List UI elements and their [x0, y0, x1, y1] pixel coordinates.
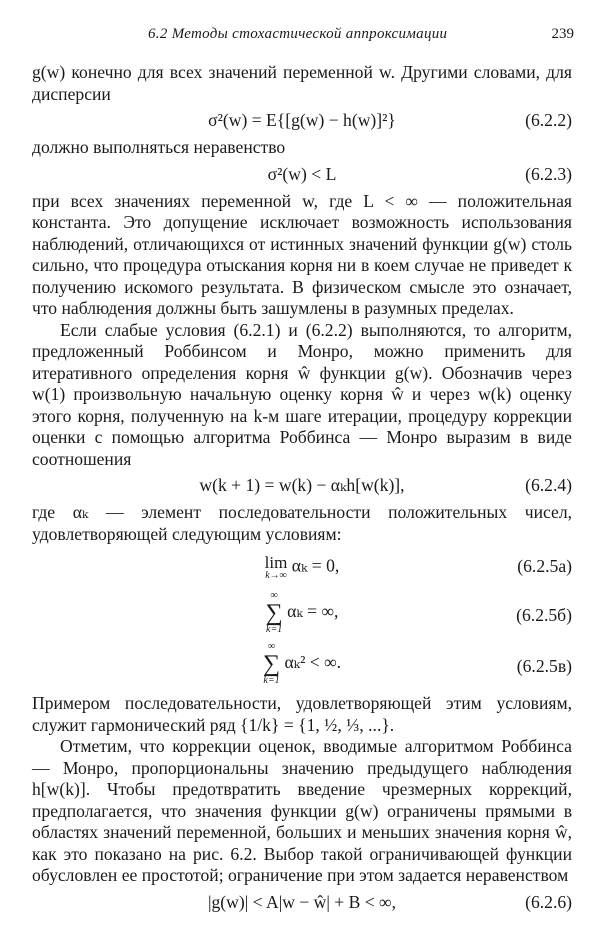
equation-number: (6.2.3) [525, 163, 572, 184]
sum-symbol: ∑ [265, 600, 283, 626]
equation-6-2-2 [32, 106, 572, 136]
paragraph-5: где αₖ — элемент последовательности положительных чисел, удовлетворяющей следующим условиям: [32, 502, 572, 544]
sum-lower-limit: k=1 [263, 675, 280, 686]
page-number: 239 [551, 26, 574, 42]
paragraph-6: Примером последовательности, удовлетворяющей этим условиям, служит гармонический ряд {1/k} = {1, ½, ⅓, ...}. [32, 693, 572, 735]
equation-number: (6.2.2) [525, 110, 572, 130]
paragraph-4: Если слабые условия (6.2.1) и (6.2.2) выполняются, то алгоритм, предложенный Роббинсом и Монро, можно применить для итеративного определения корня ŵ функции g(w). Обозначив через w(1) произвольную начальную оценку корня ŵ и через w(k) оценку этого корня, полученную на k-м шаге итерации, процедуру коррекции оценки с помощью алгоритма Роббинса — Монро выразим в виде соотношения [32, 319, 572, 469]
paragraph-7: Отметим, что коррекции оценок, вводимые алгоритмом Роббинса — Монро, пропорциональны значению предыдущего наблюдения h[w(k)]. Чтобы предотвратить введение чрезмерных коррекций, предполагается, что значения функции g(w) ограничены прямыми в областях значений переменной, больших и меньших значения корня ŵ, как это показано на рис. 6.2. Выбор такой ограничивающей функции обусловлен ее простотой; ограничение при этом задается неравенством [32, 736, 572, 885]
paragraph-2: должно выполняться неравенство [32, 137, 286, 157]
sum-operator [263, 642, 280, 686]
equation-formula: αₖ² < ∞. [284, 652, 342, 673]
paragraph-3: при всех значениях переменной w, где L < ∞ — положительная константа. Это допущение исключает возможность использования наблюдений, отличающихся от истинных значений функции g(w) столь сильно, что процедура отыскания корня ни в коем случае не приведет к получению искомого результата. В физическом смысле это означает, что наблюдения должны быть зашумлены в разумных пределах. [32, 190, 572, 318]
equation-6-2-3 [32, 160, 572, 190]
equation-number: (6.2.5в) [516, 656, 572, 676]
equation-formula: |g(w)| < A|w − ŵ| + B < ∞, [207, 891, 396, 912]
sum-operator [266, 591, 283, 635]
equation-formula: αₖ = 0, [291, 555, 340, 576]
paragraph-1: g(w) конечно для всех значений переменной w. Другими словами, для дисперсии [32, 62, 572, 104]
running-header [148, 26, 574, 48]
sum-upper-limit: ∞ [267, 641, 276, 652]
equation-number: (6.2.4) [525, 475, 572, 495]
equation-number: (6.2.5б) [516, 605, 572, 625]
limit-subscript: k→∞ [265, 570, 287, 581]
equation-6-2-5a [32, 546, 572, 590]
page-body [32, 62, 572, 919]
equation-formula: w(k + 1) = w(k) − αₖh[w(k)], [199, 475, 405, 495]
equation-6-2-6 [32, 888, 572, 918]
equation-6-2-4 [32, 471, 572, 501]
limit-operator [265, 554, 288, 581]
equation-6-2-5c [32, 642, 572, 692]
equation-formula-wrap [32, 554, 572, 581]
equation-formula-wrap [32, 642, 572, 686]
equation-formula-wrap [32, 591, 572, 635]
limit-symbol: lim [264, 553, 288, 572]
sum-upper-limit: ∞ [270, 590, 278, 601]
equation-number: (6.2.6) [525, 891, 572, 912]
sum-symbol: ∑ [262, 651, 281, 677]
equation-6-2-5b [32, 591, 572, 641]
equation-formula: αₖ = ∞, [287, 601, 339, 622]
equation-formula: σ²(w) = E{[g(w) − h(w)]²} [208, 110, 396, 130]
section-title: 6.2 Методы стохастической аппроксимации [148, 26, 448, 42]
equation-number: (6.2.5а) [517, 556, 572, 576]
sum-lower-limit: k=1 [266, 624, 283, 635]
equation-formula: σ²(w) < L [267, 163, 337, 184]
